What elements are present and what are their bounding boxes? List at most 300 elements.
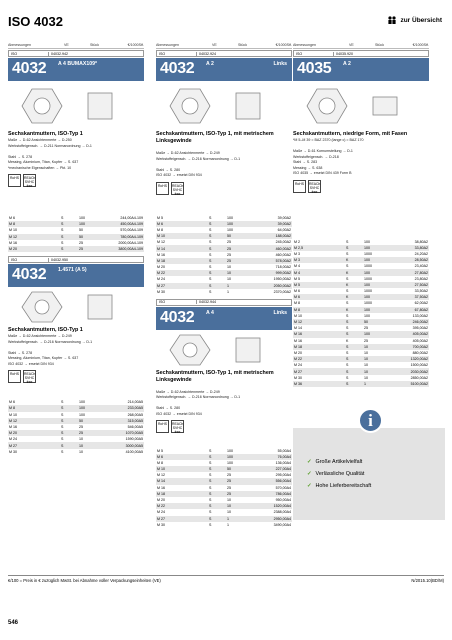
table-cell: 450,00A4-109 bbox=[92, 221, 144, 227]
table-cell: 133,00A2 bbox=[412, 313, 428, 318]
table-row bbox=[8, 246, 144, 252]
table-cell: M 24 bbox=[157, 510, 165, 515]
table-cell: 188,00A2 bbox=[240, 233, 292, 239]
table-cell: M 3 bbox=[293, 257, 345, 263]
table-cell: S bbox=[208, 258, 226, 264]
table-cell: M 20 bbox=[8, 430, 60, 436]
back-label: zur Übersicht bbox=[400, 16, 442, 24]
table-cell: 718,00A2 bbox=[275, 265, 291, 270]
table-cell: 27,80A2 bbox=[377, 269, 429, 275]
table-cell: M 20 bbox=[157, 265, 165, 270]
table-cell: M 4 bbox=[293, 269, 345, 275]
table-cell: M 24 bbox=[9, 437, 17, 442]
table-cell: 245,00A2 bbox=[275, 240, 291, 245]
table-cell: S bbox=[60, 246, 78, 252]
table-cell: 100 bbox=[79, 412, 85, 417]
table-cell: 2950,00A4 bbox=[240, 516, 292, 522]
table-cell: M 5 bbox=[157, 448, 163, 453]
table-cell: M 8 bbox=[157, 460, 163, 465]
table-cell: 100 bbox=[363, 269, 377, 275]
product-notes: Maße → D-62 Ansichtenmerte → D-249 Werkstoffeigensch. → D-216 Normanordnung → D-1 Stahl → S. 278 Messing, Aluminium, Titan, Kupfer → S. 637 ISO 4032 → ersetzt DIN 934 bbox=[8, 334, 93, 366]
table-cell: M 16 bbox=[293, 331, 345, 337]
table-cell: 2050,00A2 bbox=[240, 283, 292, 289]
table-cell: 10 bbox=[363, 344, 377, 350]
table-cell: S bbox=[345, 356, 363, 362]
table-cell: 23,40A2 bbox=[414, 264, 428, 269]
product-notes: Maße → D-62 Ansichtenmerte → D-250 Werkstoffeigensch. → D-211 Normanordnung → D-1 Stahl → S. 278 Messing, Aluminium, Titan, Kupfer → S. 637 *mechanische Eigenschaften → Pkt. 10 bbox=[8, 138, 92, 170]
table-cell: 246,00A2 bbox=[377, 319, 429, 325]
table-cell: 3000,00A5 bbox=[92, 442, 144, 448]
table-cell: 214,00A5 bbox=[127, 400, 143, 405]
table-cell: M 8 bbox=[294, 301, 300, 306]
table-cell: S bbox=[346, 326, 349, 331]
table-cell: 55,00A4 bbox=[277, 448, 291, 453]
table-cell: 25 bbox=[227, 240, 231, 245]
table-cell: 28,50A2 bbox=[377, 257, 429, 263]
product-title: Sechskantmuttern, ISO-Typ 1, mit metrischem Linksgewinde bbox=[156, 131, 274, 144]
product-code-banner: 4032 A 4 BUMAX109* bbox=[8, 58, 144, 81]
table-cell: M 10 bbox=[9, 412, 17, 417]
table-cell: K bbox=[346, 338, 349, 343]
people-icon bbox=[387, 16, 397, 24]
table-cell: S bbox=[209, 215, 212, 220]
table-cell: M 30 bbox=[157, 522, 165, 527]
table-cell: 1 bbox=[226, 516, 240, 522]
column-header: Abmessungen VE Stück €/1000Stf. bbox=[8, 43, 144, 47]
table-cell: 1 bbox=[227, 289, 229, 294]
table-cell: 700,00A2 bbox=[377, 344, 429, 350]
table-cell: 1950,00A2 bbox=[273, 277, 291, 282]
table-cell: S bbox=[209, 240, 212, 245]
table-cell: 100 bbox=[226, 454, 240, 460]
table-cell: 10 bbox=[226, 503, 240, 509]
table-cell: S bbox=[209, 473, 212, 478]
price-table bbox=[293, 239, 429, 388]
table-row bbox=[156, 522, 292, 528]
table-cell: 227,00A4 bbox=[240, 466, 292, 472]
table-cell: M 27 bbox=[156, 283, 208, 289]
column-header: Abmessungen VE Stück €/1000Stf. bbox=[156, 43, 292, 47]
table-cell: 27,50A2 bbox=[377, 282, 429, 288]
table-cell: 570,00A4-109 bbox=[120, 228, 143, 233]
table-cell: 570,00A4 bbox=[275, 485, 291, 490]
table-cell: 780,00A4-109 bbox=[92, 234, 144, 240]
table-cell: 1520,00A4 bbox=[240, 503, 292, 509]
table-cell: S bbox=[209, 277, 212, 282]
table-cell: S bbox=[209, 227, 212, 232]
table-cell: 25 bbox=[227, 473, 231, 478]
table-cell: 244,00A4-109 bbox=[120, 216, 143, 221]
table-cell: 136,00A4 bbox=[275, 460, 291, 465]
nut-drawing bbox=[156, 330, 292, 370]
product-code-banner: 4032 A 4 Links bbox=[156, 307, 292, 330]
table-cell: 1 bbox=[227, 522, 229, 527]
table-cell: 76,00A4 bbox=[240, 454, 292, 460]
table-cell: 100 bbox=[363, 331, 377, 337]
table-cell: 999,00A2 bbox=[240, 270, 292, 276]
article-number-box: ISO 04032.944 bbox=[156, 299, 292, 306]
list-item: ✓ Große Artikelvielfalt bbox=[307, 459, 363, 465]
check-icon: ✓ bbox=[307, 459, 312, 465]
table-cell: 1070,00A5 bbox=[92, 430, 144, 436]
table-cell: S bbox=[346, 289, 349, 294]
product-title: Sechskantmuttern, niedrige Form, mit Fasen bbox=[293, 131, 408, 137]
table-cell: S bbox=[345, 245, 363, 251]
table-cell: 62,00A2 bbox=[414, 301, 428, 306]
table-cell: 546,00A5 bbox=[127, 424, 143, 429]
table-cell: 64,00A2 bbox=[277, 227, 291, 232]
product-title: Sechskantmuttern, ISO-Typ 1, mit metrischem Linksgewinde bbox=[156, 369, 274, 383]
table-cell: 10 bbox=[364, 375, 368, 380]
table-cell: 10 bbox=[227, 277, 231, 282]
rohs-badge: RoHS bbox=[293, 180, 306, 193]
product-notes: *M 5–M 39 = BAZ 2370 (lange c) = BAZ 170 Maße → D-61 Kornumstellung → D-1 Werkstoffeigensch. → D-218 Stahl → S. 283 Messing → S. 638 ISO 4035 → ersetzt DIN 439 Form B bbox=[293, 138, 364, 175]
table-cell: 50 bbox=[363, 319, 377, 325]
table-cell: M 27 bbox=[8, 442, 60, 448]
table-cell: 37,50A2 bbox=[377, 294, 429, 300]
page-number: 546 bbox=[8, 620, 19, 626]
table-cell: S bbox=[345, 381, 363, 387]
table-cell: K bbox=[345, 257, 363, 263]
table-cell: 100 bbox=[78, 405, 92, 411]
table-cell: 100 bbox=[78, 221, 92, 227]
table-cell: M 14 bbox=[294, 326, 302, 331]
table-cell: M 5 bbox=[293, 282, 345, 288]
table-cell: M 24 bbox=[157, 277, 165, 282]
table-cell: M 8 bbox=[8, 221, 60, 227]
table-cell: 23,80A2 bbox=[414, 276, 428, 281]
table-cell: M 6 bbox=[156, 221, 208, 227]
table-cell: S bbox=[61, 412, 64, 417]
table-cell: M 2 bbox=[294, 239, 300, 244]
table-cell: 10 bbox=[79, 437, 83, 442]
table-cell: S bbox=[60, 418, 78, 424]
table-cell: M 12 bbox=[293, 319, 345, 325]
table-cell: M 30 bbox=[157, 289, 165, 294]
table-cell: 100 bbox=[363, 282, 377, 288]
article-number-box: ISO 04032.924 bbox=[156, 50, 292, 57]
table-cell: S bbox=[208, 233, 226, 239]
table-cell: 10 bbox=[227, 510, 231, 515]
page-title: ISO 4032 bbox=[8, 14, 63, 29]
table-cell: 578,00A2 bbox=[240, 258, 292, 264]
table-cell: M 30 bbox=[294, 375, 302, 380]
table-cell: S bbox=[346, 276, 349, 281]
table-cell: 100 bbox=[227, 227, 233, 232]
table-cell: 100 bbox=[227, 460, 233, 465]
table-cell: K bbox=[345, 307, 363, 313]
table-cell: 10 bbox=[78, 442, 92, 448]
table-cell: S bbox=[345, 344, 363, 350]
table-cell: M 12 bbox=[157, 240, 165, 245]
reach-badge: REACh SVHC free bbox=[24, 372, 36, 385]
table-cell: 10 bbox=[227, 498, 231, 503]
table-cell: 268,00A5 bbox=[127, 412, 143, 417]
table-cell: S bbox=[60, 234, 78, 240]
table-cell: S bbox=[209, 448, 212, 453]
table-cell: M 10 bbox=[156, 466, 208, 472]
table-cell: M 20 bbox=[294, 350, 302, 355]
table-cell: 2030,00A2 bbox=[377, 368, 429, 374]
table-cell: 100 bbox=[79, 216, 85, 221]
table-cell: M 18 bbox=[156, 491, 208, 497]
table-cell: 50 bbox=[78, 418, 92, 424]
product-title: Sechskantmuttern, ISO-Typ 1 bbox=[8, 131, 83, 137]
article-number-box: ISO 04035.920 bbox=[293, 50, 429, 57]
compliance-badges bbox=[8, 370, 144, 383]
table-cell: 10 bbox=[363, 368, 377, 374]
compliance-badges bbox=[8, 174, 144, 187]
table-cell: 786,00A4 bbox=[240, 491, 292, 497]
table-cell: 2370,00A2 bbox=[273, 289, 291, 294]
table-cell: M 6 bbox=[156, 454, 208, 460]
table-cell: 1000 bbox=[364, 276, 372, 281]
price-table bbox=[156, 215, 292, 295]
table-cell: S bbox=[208, 516, 226, 522]
table-cell: 233,00A5 bbox=[92, 405, 144, 411]
table-cell: S bbox=[346, 350, 349, 355]
table-cell: S bbox=[60, 442, 78, 448]
table-cell: 1000 bbox=[364, 301, 372, 306]
table-cell: M 30 bbox=[9, 449, 17, 454]
rohs-badge: RoHS bbox=[156, 420, 169, 433]
table-cell: 3800,00A4-109 bbox=[92, 246, 144, 252]
table-cell: S bbox=[346, 363, 349, 368]
table-cell: M 14 bbox=[156, 245, 208, 251]
table-cell: S bbox=[61, 400, 64, 405]
nut-drawing bbox=[8, 287, 144, 327]
footer-note: €/100 = Preis in € zuzüglich MwSt. bei Abnahme voller Verpackungseinheiten (VE) bbox=[8, 578, 161, 583]
list-item: ✓ Hohe Lieferbereitschaft bbox=[307, 483, 372, 489]
table-cell: 2850,00A2 bbox=[410, 375, 428, 380]
list-item: ✓ Verlässliche Qualität bbox=[307, 471, 365, 477]
table-cell: S bbox=[208, 283, 226, 289]
check-icon: ✓ bbox=[307, 483, 312, 489]
table-cell: S bbox=[209, 485, 212, 490]
benefits-panel bbox=[293, 411, 445, 520]
table-cell: S bbox=[60, 405, 78, 411]
table-cell: 39,00A2 bbox=[277, 215, 291, 220]
info-icon: i bbox=[358, 408, 383, 433]
table-cell: M 10 bbox=[156, 233, 208, 239]
article-number-box: ISO 04032.950 bbox=[8, 256, 144, 263]
table-cell: 1320,00A2 bbox=[377, 356, 429, 362]
table-cell: S bbox=[208, 466, 226, 472]
table-cell: 50 bbox=[79, 228, 83, 233]
table-cell: S bbox=[209, 460, 212, 465]
table-cell: S bbox=[208, 503, 226, 509]
table-cell: S bbox=[209, 265, 212, 270]
table-cell: S bbox=[61, 424, 64, 429]
table-cell: M 20 bbox=[8, 246, 60, 252]
table-cell: M 6 bbox=[9, 216, 15, 221]
table-cell: S bbox=[345, 368, 363, 374]
table-cell: M 6 bbox=[293, 294, 345, 300]
table-cell: 100 bbox=[364, 239, 370, 244]
table-cell: 25 bbox=[364, 338, 368, 343]
table-cell: S bbox=[346, 239, 349, 244]
table-cell: 1000 bbox=[364, 289, 372, 294]
table-cell: 24,20A2 bbox=[414, 251, 428, 256]
table-cell: S bbox=[345, 331, 363, 337]
reach-badge: REACh SVHC free bbox=[24, 176, 36, 188]
table-cell: 315,00A5 bbox=[92, 418, 144, 424]
table-row bbox=[156, 289, 292, 295]
table-cell: M 16 bbox=[9, 424, 17, 429]
table-cell: S bbox=[346, 313, 349, 318]
table-row bbox=[8, 449, 144, 455]
table-cell: 1000 bbox=[364, 251, 372, 256]
table-cell: M 12 bbox=[8, 234, 60, 240]
table-cell: 395,00A2 bbox=[412, 326, 428, 331]
table-cell: 25 bbox=[226, 258, 240, 264]
product-notes: Maße → D-62 Ansichtenmerte → D-249 Werkstoffeigensch. → D-216 Normanordnung → D-1 Stahl → S. 280 ISO 4032 → ersetzt DIN 934 bbox=[156, 151, 241, 177]
table-cell: 25 bbox=[227, 252, 231, 257]
table-cell: 25 bbox=[227, 485, 231, 490]
table-cell: 100 bbox=[363, 257, 377, 263]
table-cell: 5100,00A2 bbox=[377, 381, 429, 387]
table-cell: M 16 bbox=[157, 252, 165, 257]
table-cell: K bbox=[345, 269, 363, 275]
table-cell: M 8 bbox=[293, 307, 345, 313]
table-cell: S bbox=[209, 510, 212, 515]
table-cell: 25 bbox=[226, 245, 240, 251]
table-cell: 33,50A2 bbox=[414, 289, 428, 294]
price-table bbox=[8, 399, 144, 455]
rohs-badge: RoHS bbox=[8, 370, 21, 383]
table-cell: S bbox=[209, 498, 212, 503]
table-cell: 405,00A2 bbox=[412, 338, 428, 343]
table-cell: 950,00A4 bbox=[275, 498, 291, 503]
table-cell: 25 bbox=[78, 246, 92, 252]
table-cell: 10 bbox=[364, 363, 368, 368]
table-cell: 50 bbox=[226, 233, 240, 239]
table-cell: S bbox=[208, 491, 226, 497]
footer bbox=[8, 575, 444, 583]
table-cell: S bbox=[209, 522, 212, 527]
table-cell: 10 bbox=[226, 270, 240, 276]
reach-badge: REACh SVHC free bbox=[172, 422, 184, 435]
table-cell: 25 bbox=[79, 240, 83, 245]
check-icon: ✓ bbox=[307, 471, 312, 477]
table-cell: S bbox=[208, 245, 226, 251]
table-cell: 10 bbox=[79, 449, 83, 454]
reach-badge: REACh SVHC free bbox=[172, 183, 184, 196]
table-cell: 1 bbox=[363, 381, 377, 387]
table-cell: S bbox=[346, 301, 349, 306]
reach-badge: REACh SVHC free bbox=[309, 181, 321, 194]
table-cell: 556,00A4 bbox=[240, 478, 292, 484]
table-cell: M 10 bbox=[294, 313, 302, 318]
table-cell: 100 bbox=[227, 215, 233, 220]
table-cell: M 27 bbox=[293, 368, 345, 374]
table-cell: S bbox=[61, 437, 64, 442]
table-cell: M 16 bbox=[9, 240, 17, 245]
article-number-box: ISO 04032.942 bbox=[8, 50, 144, 57]
table-cell: 4100,00A5 bbox=[125, 449, 143, 454]
column-header: Abmessungen VE Stück €/1000Stf. bbox=[293, 43, 429, 47]
table-cell: S bbox=[346, 264, 349, 269]
table-cell: 100 bbox=[226, 221, 240, 227]
table-cell: 1590,00A5 bbox=[125, 437, 143, 442]
table-cell: M 16 bbox=[294, 338, 302, 343]
table-cell: S bbox=[208, 478, 226, 484]
table-cell: S bbox=[61, 228, 64, 233]
product-code-banner: 4032 1.4571 (A 5) bbox=[8, 264, 144, 287]
table-cell: S bbox=[60, 430, 78, 436]
product-code-banner: 4035 A 2 bbox=[293, 58, 429, 81]
table-cell: M 3 bbox=[294, 251, 300, 256]
table-cell: 38,80A2 bbox=[414, 239, 428, 244]
table-row bbox=[293, 381, 429, 387]
rohs-badge: RoHS bbox=[8, 174, 21, 187]
table-cell: M 36 bbox=[293, 381, 345, 387]
table-cell: 2000,00A4-109 bbox=[118, 240, 143, 245]
compliance-badges bbox=[156, 182, 292, 195]
table-cell: 880,00A2 bbox=[412, 350, 428, 355]
table-cell: 100 bbox=[79, 400, 85, 405]
table-cell: K bbox=[345, 294, 363, 300]
nut-drawing bbox=[8, 81, 144, 131]
product-column-1 bbox=[8, 42, 144, 455]
table-cell: M 18 bbox=[156, 258, 208, 264]
table-cell: M 8 bbox=[8, 405, 60, 411]
product-column-3 bbox=[293, 42, 429, 387]
table-cell: 10 bbox=[227, 265, 231, 270]
table-cell: M 4 bbox=[294, 264, 300, 269]
table-cell: M 27 bbox=[156, 516, 208, 522]
table-cell: S bbox=[60, 221, 78, 227]
table-cell: S bbox=[208, 270, 226, 276]
table-cell: 295,00A4 bbox=[275, 473, 291, 478]
table-cell: 25 bbox=[79, 424, 83, 429]
table-cell: 100 bbox=[363, 245, 377, 251]
product-column-2 bbox=[156, 42, 292, 528]
table-cell: S bbox=[61, 216, 64, 221]
table-cell: 460,00A2 bbox=[240, 245, 292, 251]
table-cell: 25 bbox=[226, 478, 240, 484]
price-table bbox=[156, 447, 292, 527]
table-cell: 1500,00A2 bbox=[410, 363, 428, 368]
product-notes: Maße → D-62 Ansichtenmerte → D-249 Werkstoffeigensch. → D-216 Normanordnung → D-1 Stahl → S. 280 ISO 4032 → ersetzt DIN 934 bbox=[156, 389, 241, 416]
table-cell: 25 bbox=[226, 491, 240, 497]
table-cell: 100 bbox=[364, 313, 370, 318]
nut-drawing bbox=[293, 81, 429, 131]
table-cell: 1 bbox=[226, 283, 240, 289]
back-to-overview-link[interactable] bbox=[387, 16, 442, 24]
table-cell: M 22 bbox=[156, 270, 208, 276]
nut-drawing bbox=[156, 81, 292, 131]
table-cell: S bbox=[345, 319, 363, 325]
table-cell: S bbox=[208, 454, 226, 460]
table-cell: 100 bbox=[363, 307, 377, 313]
table-cell: M 12 bbox=[8, 418, 60, 424]
table-cell: 10 bbox=[364, 350, 368, 355]
compliance-badges bbox=[293, 180, 429, 193]
table-cell: S bbox=[61, 240, 64, 245]
table-cell: M 6 bbox=[9, 400, 15, 405]
compliance-badges bbox=[156, 420, 292, 433]
table-cell: S bbox=[61, 449, 64, 454]
table-cell: M 22 bbox=[156, 503, 208, 509]
table-cell: M 5 bbox=[157, 215, 163, 220]
table-cell: M 10 bbox=[9, 228, 17, 233]
product-title: Sechskantmuttern, ISO-Typ 1 bbox=[8, 327, 83, 334]
table-cell: M 18 bbox=[293, 344, 345, 350]
table-cell: 1000 bbox=[364, 264, 372, 269]
table-cell: S bbox=[346, 375, 349, 380]
table-cell: 33,80A2 bbox=[377, 245, 429, 251]
